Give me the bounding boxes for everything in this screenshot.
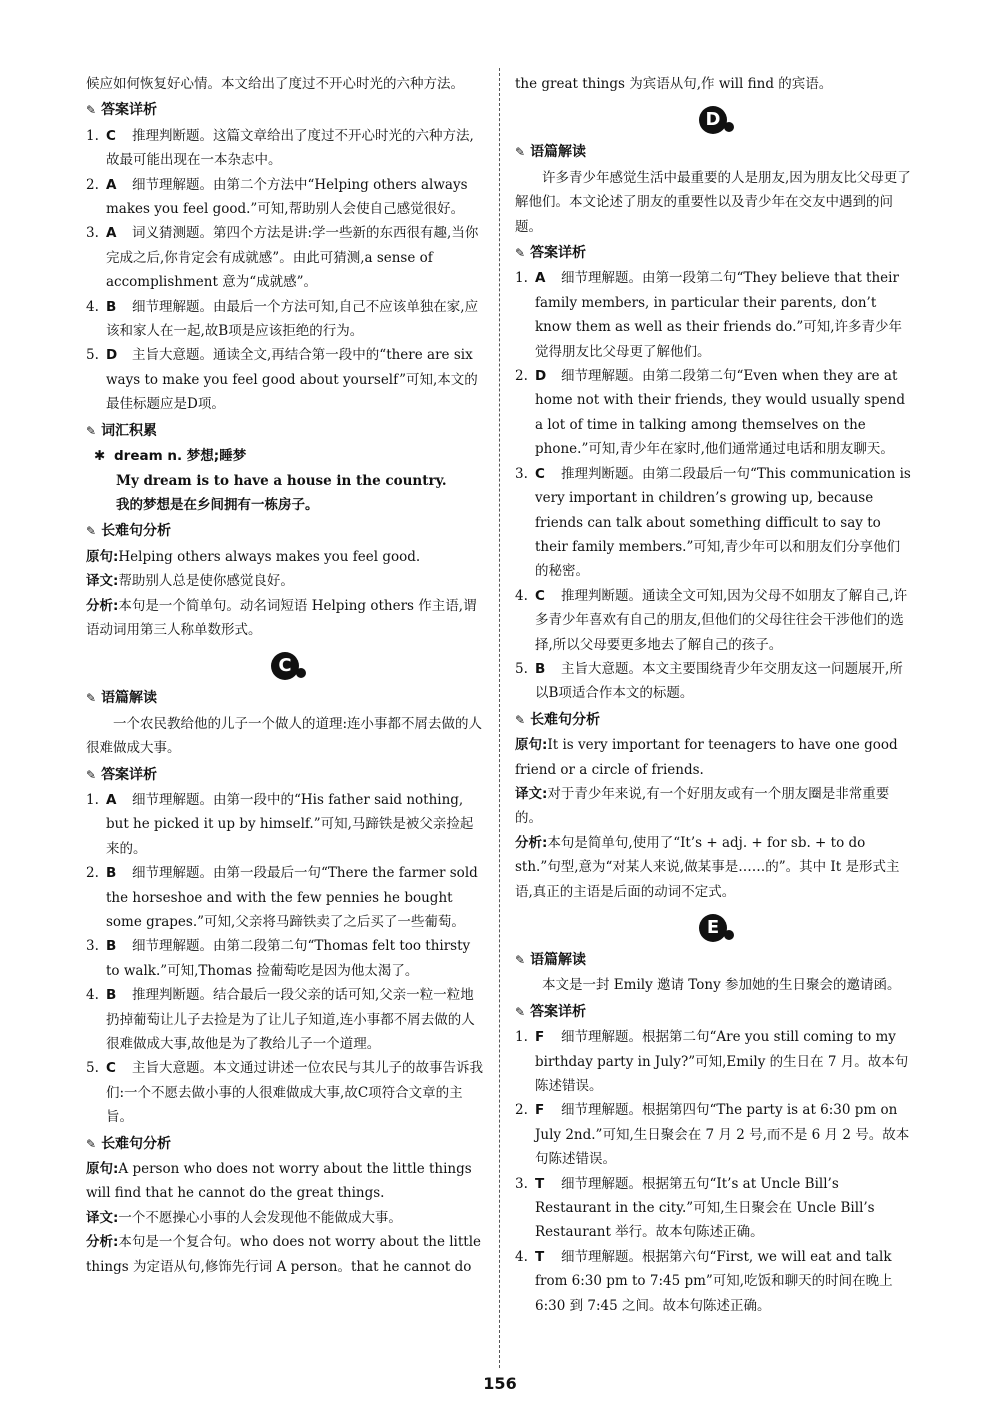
star-icon: ✱ (94, 448, 106, 465)
answer-item: 3. C 推理判断题。由第二段最后一句“This communication is very important in children’s growing up, because friends can talk about something difficult to say to their family members.”可知,青少年可以和朋友们分享他们的秘密。 (515, 465, 911, 580)
right-column (515, 72, 911, 1318)
answer-list-d (515, 266, 911, 705)
answer-item: 3. A 词义猜测题。第四个方法是讲:学一些新的东西很有趣,当你完成之后,你肯定会有成就感”。由此可猜测,a sense of accomplishment 意为“成就感”。 (86, 225, 479, 291)
answer-item: 4. B 推理判断题。结合最后一段父亲的话可知,父亲一粒一粒地扔掉葡萄让儿子去捡是为了让儿子知道,连小事都不屑去做的人很难做成大事,故他是为了教给儿子一个道理。 (86, 987, 475, 1053)
answer-item: 2. D 细节理解题。由第二段第二句“Even when they are at home not with their friends, they would usually spend a lot of time in talking among themselves on the phone.”可知,青少年在家时,他们通常通过电话和朋友聊天。 (515, 368, 905, 458)
answer-heading: ✎ 答案详析 (86, 98, 484, 122)
page-number: 156 (483, 1374, 517, 1393)
answer-list-c (86, 788, 484, 1130)
answer-item: 1. A 细节理解题。由第一段中的“His father said nothing, but he picked it up by himself.”可知,马蹄铁是被父亲捡起来的。 (86, 791, 474, 857)
analysis: 分析:本句是一个简单句。动名词短语 Helping others 作主语,谓语动词用第三人称单数形式。 (86, 597, 477, 638)
column-divider (499, 68, 500, 1368)
answer-item: 2. F 细节理解题。根据第四句“The party is at 6:30 pm on July 2nd.”可知,生日聚会在 7 月 2 号,而不是 6 月 2 号。故本句陈述错误。 (515, 1102, 910, 1168)
answer-item: 4. B 细节理解题。由最后一个方法可知,自己不应该单独在家,应该和家人在一起,故B项是应该拒绝的行为。 (86, 298, 479, 340)
vocab-heading: ✎ 词汇积累 (86, 419, 484, 443)
original-sentence: 原句:A person who does not worry about the little things will find that he cannot do the great things. (86, 1161, 472, 1202)
answer-list-b (86, 124, 484, 417)
translation: 译文:帮助别人总是使你感觉良好。 (86, 573, 294, 590)
pencil-icon: ✎ (86, 1136, 97, 1151)
section-badge-e: E (699, 914, 727, 942)
answer-item: 4. T 细节理解题。根据第六句“First, we will eat and talk from 6:30 pm to 7:45 pm”可知,吃饭和聊天的时间在晚上 6:30 到 7:45 之间。故本句陈述正确。 (515, 1248, 893, 1314)
analysis: 分析:本句是一个复合句。who does not worry about the little things 为定语从句,修饰先行词 A person。that he cannot do (86, 1234, 482, 1275)
answer-item: 2. A 细节理解题。由第二个方法中“Helping others always makes you feel good.”可知,帮助别人会使自己感觉很好。 (86, 176, 468, 218)
reading-summary-c: 一个农民教给他的儿子一个做人的道理:连小事都不屑去做的人很难做成大事。 (86, 715, 483, 757)
analysis: 分析:本句是简单句,使用了“It’s + adj. + for sb. + to do sth.”句型,意为“对某人来说,做某事是……的”。其中 It 是形式主语,真正的主语是后面的动词不定式。 (515, 834, 900, 900)
continuation-text: the great things 为宾语从句,作 will find 的宾语。 (515, 76, 833, 92)
vocab-example-zh: 我的梦想是在乡间拥有一栋房子。 (116, 496, 319, 513)
reading-heading: ✎ 语篇解读 (515, 948, 911, 972)
translation: 译文:对于青少年来说,有一个好朋友或有一个朋友圈是非常重要的。 (515, 785, 890, 827)
pencil-icon: ✎ (515, 712, 526, 727)
pencil-icon: ✎ (515, 246, 526, 261)
pencil-icon: ✎ (86, 423, 97, 438)
pencil-icon: ✎ (86, 691, 97, 706)
answer-item: 4. C 推理判断题。通读全文可知,因为父母不如朋友了解自己,许多青少年喜欢有自己的朋友,但他们的父母往往会干涉他们的选择,所以父母要更多地去了解自己的孩子。 (515, 587, 908, 653)
pencil-icon: ✎ (515, 953, 526, 967)
section-badge-c-wrap (86, 652, 484, 680)
answer-heading: ✎ 答案详析 (86, 763, 484, 787)
original-sentence: 原句:It is very important for teenagers to have one good friend or a circle of friends. (515, 737, 898, 778)
answer-item: 5. B 主旨大意题。本文主要围绕青少年交朋友这一问题展开,所以B项适合作本文的标题。 (515, 660, 903, 702)
answer-item: 3. T 细节理解题。根据第五句“It’s at Uncle Bill’s Restaurant in the city.”可知,生日聚会在 Uncle Bill’s Restaurant 举行。故本句陈述正确。 (515, 1175, 875, 1241)
answer-heading: ✎ 答案详析 (515, 241, 911, 265)
left-column (86, 72, 484, 1279)
pencil-icon: ✎ (515, 145, 526, 160)
left-intro: 候应如何恢复好心情。本文给出了度过不开心时光的六种方法。 (86, 76, 464, 92)
vocab-example-en: My dream is to have a house in the country. (116, 472, 447, 489)
answer-item: 5. C 主旨大意题。本文通过讲述一位农民与其儿子的故事告诉我们:一个不愿去做小事的人很难做成大事,故C项符合文章的主旨。 (86, 1060, 483, 1126)
translation: 译文:一个不愿操心小事的人会发现他不能做成大事。 (86, 1209, 402, 1226)
sentence-heading: ✎ 长难句分析 (86, 1132, 484, 1156)
answer-item: 5. D 主旨大意题。通读全文,再结合第一段中的“there are six ways to make you feel good about yourself”可知,本文的最佳标题应是D项。 (86, 347, 478, 413)
answer-item: 1. F 细节理解题。根据第二句“Are you still coming to my birthday party in July?”可知,Emily 的生日在 7 月。故本句陈述错误。 (515, 1029, 909, 1095)
original-sentence: 原句:Helping others always makes you feel good. (86, 548, 421, 565)
sentence-heading: ✎ 长难句分析 (515, 708, 911, 732)
section-badge-e-wrap (515, 914, 911, 942)
answer-list-e (515, 1025, 911, 1318)
pencil-icon: ✎ (86, 524, 97, 539)
reading-heading: ✎ 语篇解读 (86, 686, 484, 710)
answer-item: 1. A 细节理解题。由第一段第二句“They believe that their family members, in particular their parents, don’t know them as well as their friends do.”可知,许多青少年觉得朋友比父母更了解他们。 (515, 270, 903, 360)
reading-summary-e: 本文是一封 Emily 邀请 Tony 参加她的生日聚会的邀请函。 (542, 977, 901, 994)
section-badge-c: C (271, 652, 299, 680)
sentence-heading: ✎ 长难句分析 (86, 519, 484, 543)
pencil-icon: ✎ (86, 767, 97, 782)
reading-summary-d: 许多青少年感觉生活中最重要的人是朋友,因为朋友比父母更了解他们。本文论述了朋友的重要性以及青少年在交友中遇到的问题。 (515, 169, 911, 235)
reading-heading: ✎ 语篇解读 (515, 140, 911, 164)
pencil-icon: ✎ (515, 1004, 526, 1019)
answer-item: 2. B 细节理解题。由第一段最后一句“There the farmer sold the horseshoe and with the few pennies he bought some grapes.”可知,父亲将马蹄铁卖了之后买了一些葡萄。 (86, 865, 478, 930)
answer-item: 3. B 细节理解题。由第二段第二句“Thomas felt too thirsty to walk.”可知,Thomas 捡葡萄吃是因为他太渴了。 (86, 938, 471, 979)
answer-heading: ✎ 答案详析 (515, 1000, 911, 1024)
vocab-entry: ✱ dream n. 梦想;睡梦 (86, 444, 484, 468)
answer-item: 1. C 推理判断题。这篇文章给出了度过不开心时光的六种方法,故最可能出现在一本杂志中。 (86, 127, 474, 169)
section-badge-d-wrap (515, 106, 911, 134)
section-badge-d: D (699, 106, 727, 134)
pencil-icon: ✎ (86, 103, 97, 118)
